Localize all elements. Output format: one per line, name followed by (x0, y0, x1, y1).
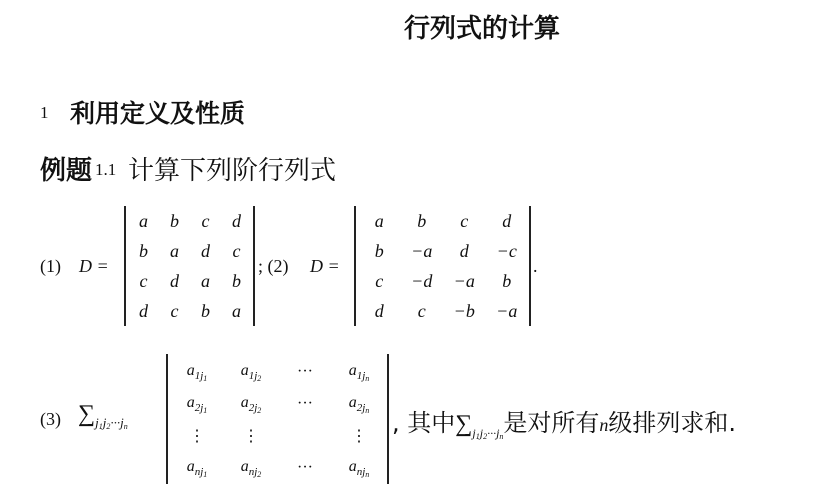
example-label: 例题 (40, 156, 93, 186)
det-cell: a (201, 270, 210, 291)
sum-expression: $\sum_{j_1j_2\cdot\cdot\cdot j_n}$ (78, 401, 128, 431)
det3-cell: $a_{2j_1}$ (186, 393, 208, 415)
det3-cell: ⋮ (351, 428, 367, 445)
section-title: 利用定义及性质 (70, 99, 246, 128)
det3-cell: ··· (297, 395, 313, 412)
det-cell: a (170, 240, 179, 261)
det-cell: c (170, 300, 179, 321)
part1-lhs: D = (79, 256, 109, 276)
part1-label: (1) (40, 256, 61, 276)
det3-cell: ··· (297, 459, 313, 476)
det-cell: −a (496, 300, 518, 321)
det3-cell: $a_{nj_2}$ (240, 457, 262, 479)
det3-cell: $a_{1j_n}$ (348, 361, 370, 383)
part3-prefix: , 其中 (392, 409, 456, 437)
det-cell: d (374, 300, 384, 321)
det2-right-bar (529, 206, 531, 326)
det3-cell: $a_{1j_1}$ (186, 361, 208, 383)
part3-mid: 是对所有 (503, 409, 600, 437)
det-cell: −a (453, 270, 475, 291)
determinant-2 (358, 206, 528, 326)
det-cell: −d (411, 270, 433, 291)
det3-cell: ··· (297, 363, 313, 380)
det-cell: b (139, 240, 148, 261)
det-cell: c (375, 270, 384, 291)
det-cell: d (459, 240, 469, 261)
det-cell: −c (496, 240, 517, 261)
det-cell: d (170, 270, 179, 291)
det-cell: b (170, 210, 179, 231)
det-cell: c (417, 300, 426, 321)
example-number: 1.1 (95, 160, 117, 179)
part1-separator: ; (2) (258, 256, 289, 276)
page-title: 行列式的计算 (404, 14, 561, 44)
part3-suffix: 级排列求和. (608, 409, 737, 437)
det-cell: d (201, 240, 210, 261)
det3-cell: ⋮ (189, 428, 205, 445)
det-cell: a (374, 210, 384, 231)
det3-cell: $a_{nj_1}$ (186, 457, 208, 479)
det3-cell: $a_{1j_2}$ (240, 361, 262, 383)
part2-end: . (533, 256, 538, 276)
sum-symbol: ∑ (78, 401, 96, 427)
det1-left-bar (124, 206, 126, 326)
det3-cell: $a_{2j_n}$ (348, 393, 370, 415)
inline-sum-symbol: ∑ (455, 411, 473, 437)
det-cell: c (139, 270, 148, 291)
det-cell: b (417, 210, 427, 231)
det-cell: −b (453, 300, 475, 321)
example-text: 计算下列阶行列式 (128, 156, 337, 186)
det-cell: b (374, 240, 384, 261)
determinant-1 (128, 206, 252, 326)
det1-right-bar (253, 206, 255, 326)
det-cell: a (232, 300, 241, 321)
determinant-3 (170, 356, 386, 484)
part3-label: (3) (40, 409, 61, 429)
det-cell: c (460, 210, 469, 231)
part3-n: n (599, 415, 609, 435)
det3-cell: $a_{nj_n}$ (348, 457, 370, 479)
det2-left-bar (354, 206, 356, 326)
det-cell: a (139, 210, 148, 231)
det-cell: b (232, 270, 241, 291)
det-cell: d (139, 300, 148, 321)
det-cell: d (232, 210, 241, 231)
det-cell: c (201, 210, 210, 231)
det-cell: c (232, 240, 241, 261)
det3-right-bar (387, 354, 389, 484)
det3-left-bar (166, 354, 168, 484)
det-cell: b (502, 270, 512, 291)
det-cell: −a (411, 240, 433, 261)
part2-lhs: D = (310, 256, 340, 276)
det3-cell: ⋮ (243, 428, 259, 445)
det3-cell: $a_{2j_2}$ (240, 393, 262, 415)
part3-explanation: , 其中$\sum_{j_1j_2\cdot\cdot\cdot j_n}$是对所有n级排列求和. (392, 409, 737, 441)
det-cell: d (502, 210, 512, 231)
det-cell: b (201, 300, 210, 321)
section-number: 1 (40, 103, 49, 122)
